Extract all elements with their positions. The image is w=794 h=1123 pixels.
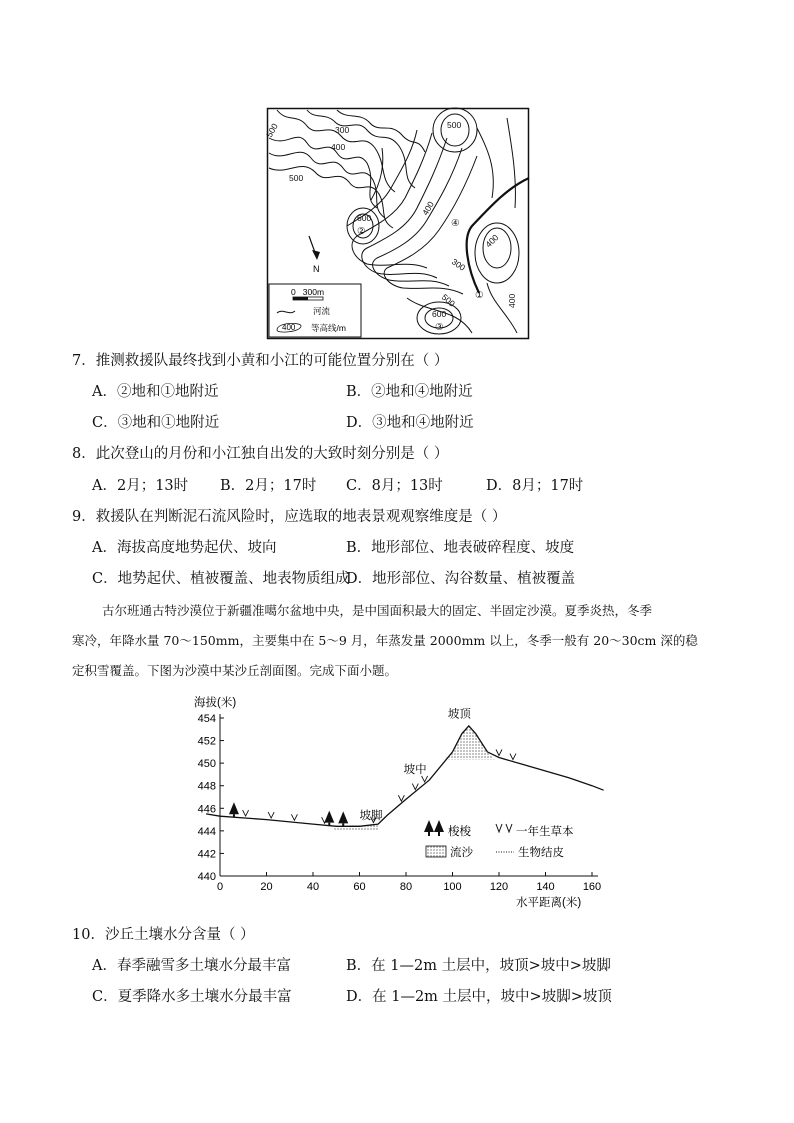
legend-crust: 生物结皮 (518, 847, 564, 859)
q8-option-a[interactable]: A．2月；13时 (92, 478, 189, 494)
grass-mark (291, 814, 297, 820)
saxaul-trunk (342, 823, 344, 826)
x-tick-label: 100 (443, 881, 462, 893)
grass-mark (412, 784, 418, 790)
grass-mark (496, 750, 502, 756)
q7-stem: 7．推测救援队最终找到小黄和小江的可能位置分别在（ ） (72, 353, 449, 369)
grass-mark (268, 812, 274, 818)
tick-labels (198, 713, 602, 893)
chart-legend (424, 820, 574, 859)
saxaul-tree (229, 802, 239, 814)
point-2-label: ② (357, 226, 366, 237)
y-tick-label: 446 (197, 803, 216, 816)
x-tick-label: 0 (216, 881, 224, 893)
x-tick-label: 40 (306, 881, 320, 893)
q9-option-c[interactable]: C．地势起伏、植被覆盖、地表物质组成 (92, 571, 350, 587)
contour-label: 400 (331, 142, 346, 152)
contour-label: 600 (432, 309, 447, 319)
q10-option-d[interactable]: D．在 1—2m 土层中，坡中>坡脚>坡顶 (346, 989, 612, 1005)
chart-xlabel: 水平距离(米) (516, 897, 582, 909)
q10-option-b[interactable]: B．在 1—2m 土层中，坡顶>坡中>坡脚 (346, 958, 611, 974)
q10-stem: 10．沙丘土壤水分含量（ ） (72, 927, 255, 943)
passage-line-1: 古尔班通古特沙漠位于新疆准噶尔盆地中央，是中国面积最大的固定、半固定沙漠。夏季炎热，冬季 (102, 603, 653, 618)
q7-option-a[interactable]: A．②地和①地附近 (92, 384, 219, 400)
contour-label: 500 (264, 121, 280, 139)
contour-label: 400 (483, 232, 501, 250)
x-tick-label: 60 (353, 881, 366, 893)
annotation-top: 坡顶 (447, 708, 471, 721)
q9-option-d[interactable]: D．地形部位、沟谷数量、植被覆盖 (346, 571, 576, 587)
saxaul-trunk (233, 814, 235, 817)
y-tick-label: 444 (197, 825, 216, 838)
legend-contour: 等高线/m (311, 323, 346, 333)
q10-option-a[interactable]: A．春季融雪多土壤水分最丰富 (92, 958, 291, 974)
q7-option-c[interactable]: C．③地和①地附近 (92, 415, 220, 431)
x-tick-label: 20 (260, 881, 273, 893)
q9-option-a[interactable]: A．海拔高度地势起伏、坡向 (92, 540, 277, 556)
contour-label: 500 (439, 291, 458, 309)
sand-layer (332, 726, 495, 831)
passage-line-3: 定积雪覆盖。下图为沙漠中某沙丘剖面图。完成下面小题。 (72, 663, 398, 678)
annotation-mid: 坡中 (403, 763, 427, 776)
y-tick-label: 448 (197, 780, 216, 793)
q7-option-b[interactable]: B．②地和④地附近 (346, 384, 473, 400)
q8-stem: 8．此次登山的月份和小江独自出发的大致时刻分别是（ ） (72, 446, 449, 462)
point-4-label: ④ (451, 218, 460, 229)
legend-river: 河流 (313, 306, 331, 316)
x-tick-label: 80 (399, 881, 413, 893)
legend-sand: 流沙 (450, 847, 473, 859)
annotation-foot: 坡脚 (359, 810, 383, 823)
sand-legend-icon (426, 846, 446, 857)
svg-text:N: N (313, 264, 320, 274)
legend-grass: 一年生草本 (516, 826, 574, 838)
q8-option-d[interactable]: D．8月；17时 (486, 478, 584, 494)
y-tick-label: 452 (197, 735, 216, 748)
x-tick-label: 160 (582, 881, 602, 893)
contour-label: 600 (357, 213, 372, 223)
svg-text:0 300m: 0 300m (291, 287, 325, 297)
point-3-label: ③ (435, 322, 444, 333)
svg-text:400: 400 (282, 323, 296, 332)
grass-icon (496, 824, 512, 832)
x-tick-label: 140 (536, 881, 555, 893)
saxaul-trunk (328, 823, 330, 826)
saxaul-icon (424, 820, 444, 836)
chart-ylabel: 海拔(米) (194, 697, 237, 709)
point-1-label: ① (475, 290, 484, 301)
q8-option-c[interactable]: C．8月；13时 (346, 478, 443, 494)
grass-mark (510, 754, 516, 760)
q7-option-d[interactable]: D．③地和④地附近 (346, 415, 474, 431)
dune-profile-chart (190, 690, 610, 912)
grass-mark (243, 810, 249, 816)
profile-line (206, 726, 603, 826)
q8-option-b[interactable]: B．2月；17时 (220, 478, 317, 494)
passage-line-2: 寒冷，年降水量 70～150mm，主要集中在 5～9 月，年蒸发量 2000mm 以上，冬季一般有 20～30cm 深的稳 (72, 633, 698, 648)
grass-mark (422, 776, 428, 782)
y-tick-label: 442 (197, 848, 216, 861)
contour-label: 300 (449, 256, 468, 273)
q10-option-c[interactable]: C．夏季降水多土壤水分最丰富 (92, 989, 292, 1005)
q9-option-b[interactable]: B．地形部位、地表破碎程度、坡度 (346, 540, 575, 556)
saxaul-tree (338, 811, 348, 823)
y-tick-label: 440 (197, 871, 216, 883)
contour-label: 500 (447, 120, 462, 130)
x-tick-label: 120 (489, 881, 509, 893)
grass-mark (398, 795, 404, 801)
topographic-map (264, 108, 529, 339)
y-tick-label: 450 (197, 758, 216, 771)
contour-label: 500 (289, 173, 304, 183)
profile-polyline (206, 726, 603, 826)
y-tick-label: 454 (197, 713, 216, 725)
legend-saxaul: 梭梭 (448, 826, 471, 838)
q9-stem: 9．救援队在判断泥石流风险时，应选取的地表景观观察维度是（ ） (72, 509, 507, 525)
contour-label: 300 (335, 125, 350, 135)
contour-label: 400 (507, 293, 517, 308)
contour-label: 400 (420, 199, 436, 217)
